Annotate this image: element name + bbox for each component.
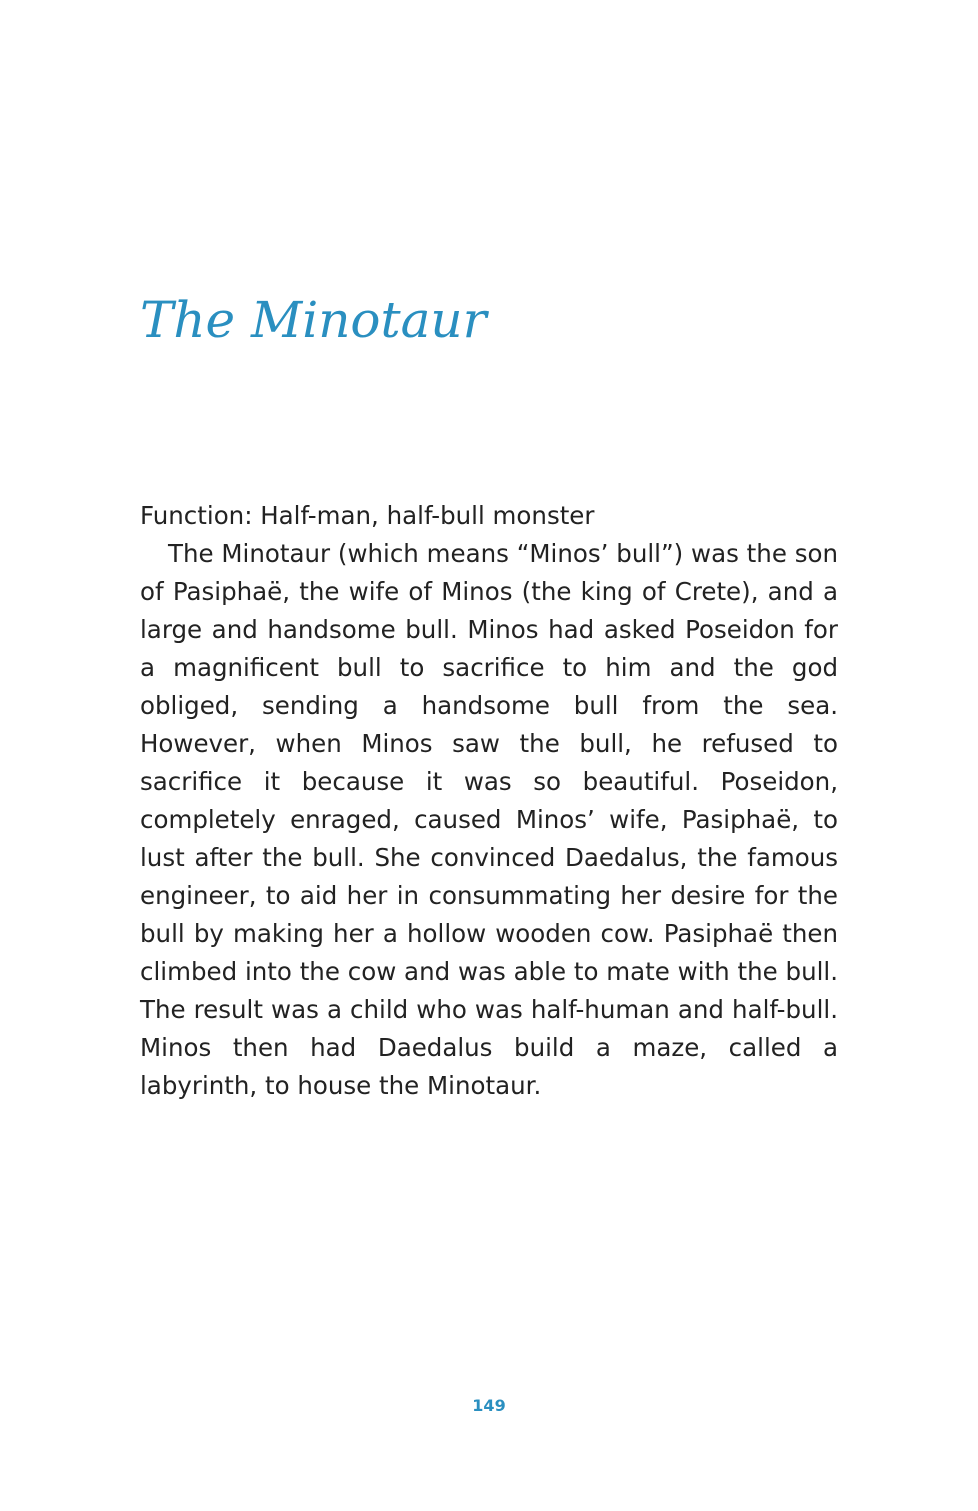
function-line: Function: Half-man, half-bull monster [140, 501, 595, 530]
body-paragraph: The Minotaur (which means “Minos’ bull”) was the son of Pasiphaë, the wife of Minos (the king of Crete), and a large and handsome bull. Minos had asked Poseidon for a magnificent bull to sacrifice to him and the god obliged, sending a handsome bull from the sea. However, when Minos saw the bull, he refused to sacrifice it because it was so beautiful. Poseidon, completely enraged, caused Minos’ wife, Pasiphaë, to lust after the bull. She convinced Daedalus, the famous engineer, to aid her in consummating her desire for the bull by making her a hollow wooden cow. Pasiphaë then climbed into the cow and was able to mate with the bull. The result was a child who was half-human and half-bull. Minos then had Daedalus build a maze, called a labyrinth, to house the Minotaur. [140, 539, 838, 1100]
body-text [140, 497, 838, 1105]
page-number: 149 [472, 1396, 506, 1415]
chapter-title: The Minotaur [140, 291, 487, 349]
